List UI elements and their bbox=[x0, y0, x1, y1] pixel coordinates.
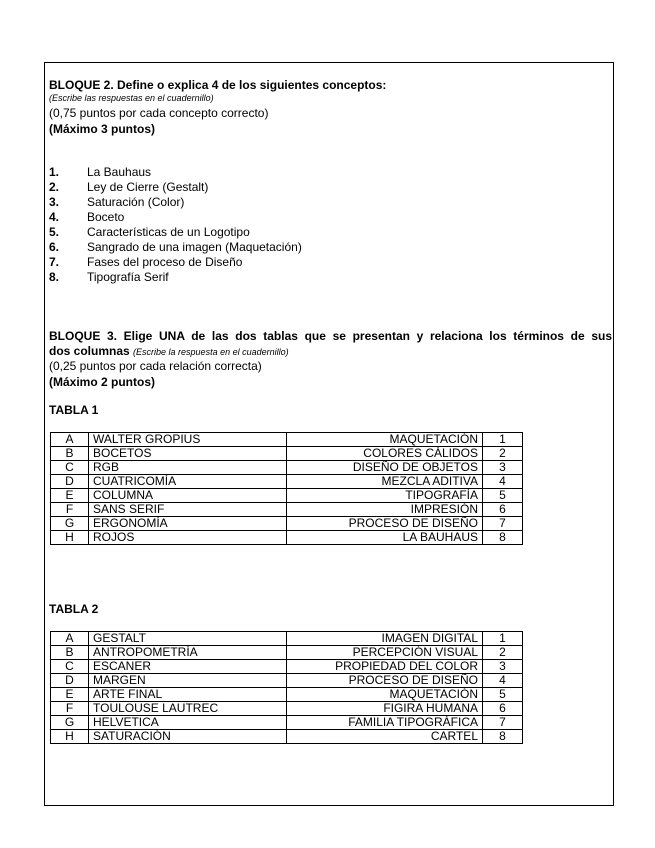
row-letter: D bbox=[51, 674, 89, 688]
row-letter: F bbox=[51, 503, 89, 517]
right-term: PERCEPCIÓN VISUAL bbox=[287, 646, 483, 660]
table-row bbox=[51, 503, 523, 517]
bloque3-title-line2-wrap bbox=[49, 344, 289, 359]
right-term: PROCESO DE DISEÑO bbox=[287, 517, 483, 531]
tabla1-title: TABLA 1 bbox=[49, 403, 99, 417]
list-item-number: 1. bbox=[49, 165, 60, 179]
row-letter: D bbox=[51, 475, 89, 489]
row-number: 5 bbox=[483, 489, 523, 503]
list-item-number: 2. bbox=[49, 180, 60, 194]
row-number: 5 bbox=[483, 688, 523, 702]
left-term: ANTROPOMETRÍA bbox=[89, 646, 287, 660]
bloque3-note: (Escribe la respuesta en el cuadernillo) bbox=[133, 347, 289, 357]
table-row bbox=[51, 674, 523, 688]
row-number: 4 bbox=[483, 674, 523, 688]
table-row bbox=[51, 531, 523, 545]
bloque3-max: (Máximo 2 puntos) bbox=[49, 375, 156, 389]
row-letter: C bbox=[51, 461, 89, 475]
list-item-label: La Bauhaus bbox=[87, 165, 152, 179]
right-term: COLORES CÁLIDOS bbox=[287, 447, 483, 461]
row-letter: E bbox=[51, 489, 89, 503]
left-term: ROJOS bbox=[89, 531, 287, 545]
row-letter: A bbox=[51, 433, 89, 447]
right-term: TIPOGRAFÍA bbox=[287, 489, 483, 503]
list-item bbox=[49, 225, 302, 240]
row-number: 1 bbox=[483, 632, 523, 646]
row-number: 8 bbox=[483, 531, 523, 545]
tabla2-table bbox=[50, 631, 523, 744]
right-term: PROPIEDAD DEL COLOR bbox=[287, 660, 483, 674]
bloque3-title-line2: dos columnas bbox=[49, 344, 130, 358]
left-term: SANS SERIF bbox=[89, 503, 287, 517]
table-row bbox=[51, 688, 523, 702]
row-number: 1 bbox=[483, 433, 523, 447]
list-item bbox=[49, 240, 302, 255]
row-number: 6 bbox=[483, 503, 523, 517]
table-row bbox=[51, 489, 523, 503]
tabla1-table bbox=[50, 432, 523, 545]
table-row bbox=[51, 475, 523, 489]
list-item bbox=[49, 195, 302, 210]
right-term: FIGIRA HUMANA bbox=[287, 702, 483, 716]
right-term: DISEÑO DE OBJETOS bbox=[287, 461, 483, 475]
row-letter: B bbox=[51, 447, 89, 461]
row-number: 7 bbox=[483, 716, 523, 730]
row-number: 6 bbox=[483, 702, 523, 716]
bloque2-title: BLOQUE 2. Define o explica 4 de los siguientes conceptos: bbox=[49, 78, 387, 92]
list-item-label: Saturación (Color) bbox=[87, 195, 185, 209]
list-item bbox=[49, 270, 302, 285]
right-term: LA BAUHAUS bbox=[287, 531, 483, 545]
list-item-label: Boceto bbox=[87, 210, 125, 224]
left-term: SATURACIÓN bbox=[89, 730, 287, 744]
left-term: GESTALT bbox=[89, 632, 287, 646]
tabla2-title: TABLA 2 bbox=[49, 602, 99, 616]
bloque3-points: (0,25 puntos por cada relación correcta) bbox=[49, 359, 262, 373]
list-item-number: 3. bbox=[49, 195, 60, 209]
bloque2-note: (Escribe las respuestas en el cuadernillo) bbox=[49, 93, 214, 103]
table-row bbox=[51, 632, 523, 646]
left-term: ERGONOMÍA bbox=[89, 517, 287, 531]
right-term: IMAGEN DIGITAL bbox=[287, 632, 483, 646]
row-letter: G bbox=[51, 517, 89, 531]
bloque2-concept-list bbox=[49, 165, 302, 285]
left-term: ESCANER bbox=[89, 660, 287, 674]
bloque3-title-line1: BLOQUE 3. Elige UNA de las dos tablas que se presentan y relaciona los términos de sus bbox=[49, 329, 612, 343]
list-item bbox=[49, 180, 302, 195]
right-term: MAQUETACIÓN bbox=[287, 688, 483, 702]
right-term: PROCESO DE DISEÑO bbox=[287, 674, 483, 688]
row-number: 3 bbox=[483, 461, 523, 475]
row-number: 2 bbox=[483, 447, 523, 461]
right-term: MAQUETACIÓN bbox=[287, 433, 483, 447]
list-item-number: 7. bbox=[49, 255, 60, 269]
table-row bbox=[51, 702, 523, 716]
list-item-label: Sangrado de una imagen (Maquetación) bbox=[87, 240, 302, 254]
row-number: 4 bbox=[483, 475, 523, 489]
table-row bbox=[51, 730, 523, 744]
left-term: WALTER GROPIUS bbox=[89, 433, 287, 447]
right-term: FAMILIA TIPOGRÁFICA bbox=[287, 716, 483, 730]
list-item-label: Ley de Cierre (Gestalt) bbox=[87, 180, 209, 194]
row-number: 3 bbox=[483, 660, 523, 674]
row-letter: H bbox=[51, 531, 89, 545]
left-term: MARGEN bbox=[89, 674, 287, 688]
table-row bbox=[51, 447, 523, 461]
list-item-number: 4. bbox=[49, 210, 60, 224]
list-item-label: Fases del proceso de Diseño bbox=[87, 255, 243, 269]
row-letter: F bbox=[51, 702, 89, 716]
left-term: HELVETICA bbox=[89, 716, 287, 730]
right-term: CARTEL bbox=[287, 730, 483, 744]
list-item-number: 8. bbox=[49, 270, 60, 284]
table-row bbox=[51, 517, 523, 531]
left-term: TOULOUSE LAUTREC bbox=[89, 702, 287, 716]
list-item-number: 5. bbox=[49, 225, 60, 239]
table-row bbox=[51, 660, 523, 674]
left-term: RGB bbox=[89, 461, 287, 475]
left-term: ARTE FINAL bbox=[89, 688, 287, 702]
list-item bbox=[49, 255, 302, 270]
bloque2-points: (0,75 puntos por cada concepto correcto) bbox=[49, 106, 269, 120]
left-term: BOCETOS bbox=[89, 447, 287, 461]
row-letter: E bbox=[51, 688, 89, 702]
table-row bbox=[51, 461, 523, 475]
table-row bbox=[51, 646, 523, 660]
list-item-label: Características de un Logotipo bbox=[87, 225, 250, 239]
list-item-label: Tipografía Serif bbox=[87, 270, 169, 284]
row-letter: G bbox=[51, 716, 89, 730]
table-row bbox=[51, 433, 523, 447]
row-letter: A bbox=[51, 632, 89, 646]
right-term: IMPRESIÓN bbox=[287, 503, 483, 517]
list-item bbox=[49, 210, 302, 225]
bloque2-max: (Máximo 3 puntos) bbox=[49, 122, 156, 136]
row-letter: H bbox=[51, 730, 89, 744]
left-term: COLUMNA bbox=[89, 489, 287, 503]
left-term: CUATRICOMÍA bbox=[89, 475, 287, 489]
list-item bbox=[49, 165, 302, 180]
list-item-number: 6. bbox=[49, 240, 60, 254]
row-number: 7 bbox=[483, 517, 523, 531]
right-term: MEZCLA ADITIVA bbox=[287, 475, 483, 489]
row-letter: C bbox=[51, 660, 89, 674]
row-letter: B bbox=[51, 646, 89, 660]
table-row bbox=[51, 716, 523, 730]
row-number: 2 bbox=[483, 646, 523, 660]
row-number: 8 bbox=[483, 730, 523, 744]
